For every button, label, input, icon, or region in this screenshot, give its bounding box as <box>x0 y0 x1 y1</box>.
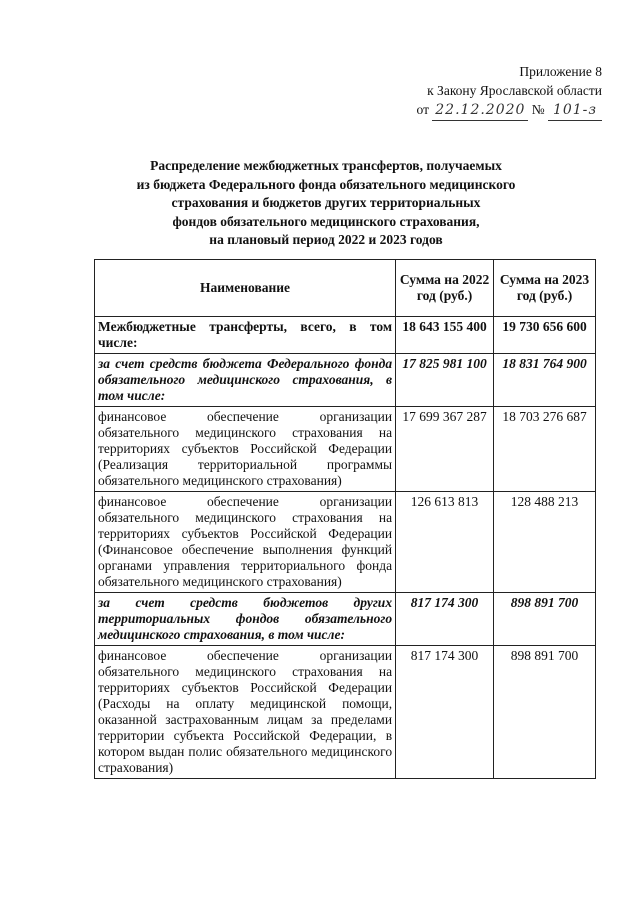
transfers-table <box>94 259 596 779</box>
row-name-cell: финансовое обеспечение организации обязательного медицинского страхования на территориях субъектов Российской Федерации (Реализация территориальной программы обязательного медицинского страхования) <box>95 407 396 492</box>
row-name-cell: финансовое обеспечение организации обязательного медицинского страхования на территориях субъектов Российской Федерации (Расходы на оплату медицинской помощи, оказанной застрахованным лицам за пределами территории субъекта Российской Федерации, в котором выдан полис обязательного медицинского страхования) <box>95 646 396 779</box>
title-line: из бюджета Федерального фонда обязательного медицинского <box>136 176 516 192</box>
table-header-row <box>95 260 596 317</box>
title-line: страхования и бюджетов других территориальных <box>171 195 481 210</box>
annex-law-reference: к Закону Ярославской области <box>427 83 602 98</box>
table-row <box>95 492 596 593</box>
title-line: Распределение межбюджетных трансфертов, получаемых <box>150 158 502 173</box>
header-name: Наименование <box>95 260 396 317</box>
handwritten-number: 101-з <box>548 101 602 121</box>
row-name-cell: финансовое обеспечение организации обязательного медицинского страхования на территориях субъектов Российской Федерации (Финансовое обеспечение выполнения функций органами управления территориального фонда обязательного медицинского страхования) <box>95 492 396 593</box>
row-name-cell: Межбюджетные трансферты, всего, в том числе: <box>95 317 396 354</box>
row-amount-2022: 18 643 155 400 <box>396 317 494 354</box>
annex-number: Приложение 8 <box>519 64 602 79</box>
annex-date-number-row <box>417 100 603 121</box>
row-amount-2023: 128 488 213 <box>494 492 596 593</box>
row-amount-2022: 817 174 300 <box>396 646 494 779</box>
row-amount-2022: 817 174 300 <box>396 593 494 646</box>
row-amount-2023: 19 730 656 600 <box>494 317 596 354</box>
row-amount-2022: 17 825 981 100 <box>396 354 494 407</box>
table-row <box>95 593 596 646</box>
title-line: фондов обязательного медицинского страхования, <box>172 213 480 229</box>
table-row <box>95 317 596 354</box>
table-row <box>95 646 596 779</box>
row-name-cell: за счет средств бюджетов других территориальных фондов обязательного медицинского страхования, в том числе: <box>95 593 396 646</box>
annex-header <box>417 62 603 121</box>
row-amount-2023: 898 891 700 <box>494 593 596 646</box>
header-2023: Сумма на 2023 год (руб.) <box>494 260 596 317</box>
from-label: от <box>416 102 429 117</box>
title-line: на плановый период 2022 и 2023 годов <box>209 232 443 247</box>
row-name-cell: за счет средств бюджета Федерального фонда обязательного медицинского страхования, в том числе: <box>95 354 396 407</box>
row-amount-2022: 126 613 813 <box>396 492 494 593</box>
row-amount-2023: 18 831 764 900 <box>494 354 596 407</box>
row-amount-2022: 17 699 367 287 <box>396 407 494 492</box>
table-row <box>95 407 596 492</box>
header-2022: Сумма на 2022 год (руб.) <box>396 260 494 317</box>
row-amount-2023: 898 891 700 <box>494 646 596 779</box>
number-label: № <box>531 102 545 117</box>
document-title <box>110 157 542 250</box>
handwritten-date: 22.12.2020 <box>432 101 528 121</box>
row-amount-2023: 18 703 276 687 <box>494 407 596 492</box>
table-row <box>95 354 596 407</box>
